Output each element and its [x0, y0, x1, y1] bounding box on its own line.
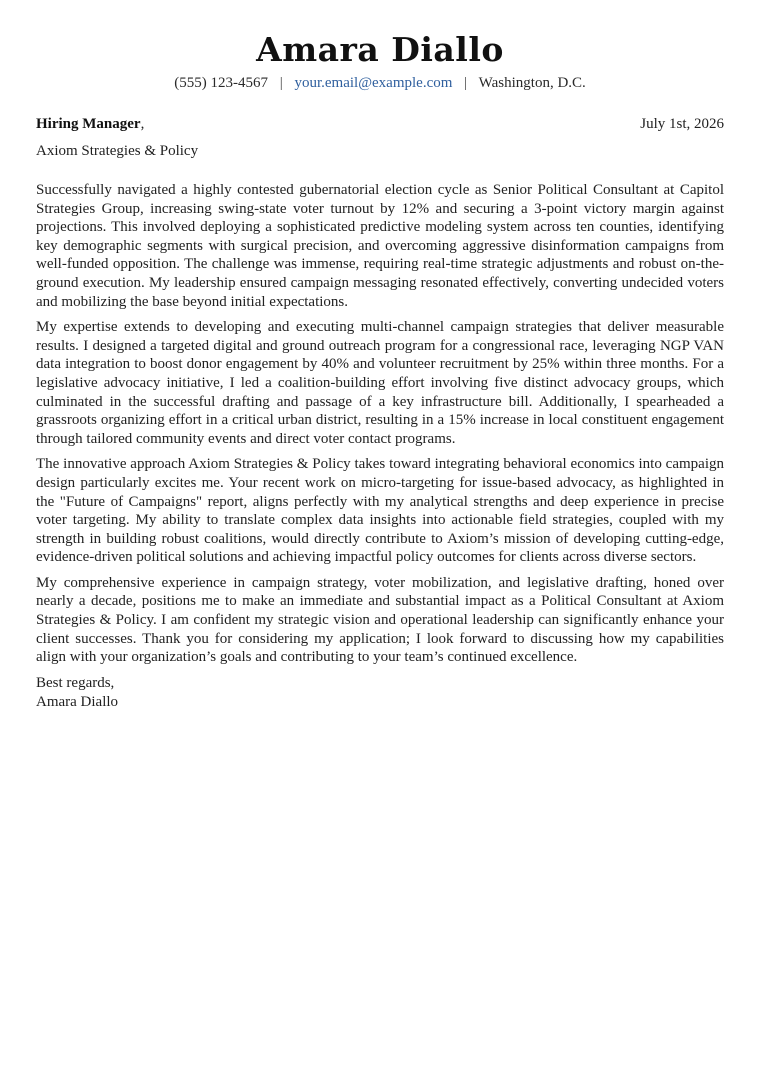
recipient-row: [36, 114, 724, 134]
recipient-comma: ,: [140, 116, 145, 132]
phone-number: (555) 123-4567: [174, 75, 268, 91]
closing-salutation: Best regards,: [36, 674, 115, 691]
letter-closing: [36, 674, 724, 712]
contact-separator: |: [464, 75, 468, 91]
body-paragraph: The innovative approach Axiom Strategies & Policy takes toward integrating behavioral economics into campaign design particularly excites me. Your recent work on micro-targeting for issue-based advocacy, as highlighted in the "Future of Campaigns" report, aligns perfectly with my analytical strengths and deep experience in precise voter targeting. My ability to translate complex data insights into actionable field strategies, coupled with my strength in building robust coalitions, would directly contribute to Axiom’s mission of developing cutting-edge, evidence-driven political solutions and achieving impactful policy outcomes for clients across diverse sectors.: [36, 456, 724, 566]
letter-body: [36, 181, 724, 667]
contact-line: [36, 73, 724, 93]
letter-date: July 1st, 2026: [640, 116, 724, 132]
recipient-name: Hiring Manager: [36, 116, 141, 132]
body-paragraph: My expertise extends to developing and executing multi-channel campaign strategies that deliver measurable results. I designed a targeted digital and ground outreach program for a congressional race, leveraging NGP VAN data integration to boost donor engagement by 40% and volunteer recruitment by 25% within three months. For a legislative advocacy initiative, I led a coalition-building effort involving five distinct advocacy groups, which culminated in the successful drafting and passage of a key infrastructure bill. Additionally, I spearheaded a grassroots organizing effort in a critical urban district, resulting in a 15% increase in local constituent engagement through tailored community events and direct voter contact programs.: [36, 319, 724, 447]
location: Washington, D.C.: [478, 75, 586, 91]
body-paragraph: My comprehensive experience in campaign strategy, voter mobilization, and legislative drafting, honed over nearly a decade, positions me to make an immediate and substantial impact as a Political Consultant at Axiom Strategies & Policy. I am confident my strategic vision and operational leadership can significantly enhance your client successes. Thank you for considering my application; I look forward to discussing how my capabilities align with your organization’s goals and contributing to your team’s continued excellence.: [36, 574, 724, 666]
closing-signature: Amara Diallo: [36, 693, 119, 710]
body-paragraph: Successfully navigated a highly contested gubernatorial election cycle as Senior Political Consultant at Capitol Strategies Group, increasing swing-state voter turnout by 12% and securing a 3-point victory margin against projections. This involved deploying a sophisticated predictive modeling system across ten counties, identifying key demographic segments with surgical precision, and overcoming aggressive disinformation campaigns from well-funded opposition. The challenge was immense, requiring real-time strategic adjustments and robust on-the-ground execution. My leadership ensured campaign messaging resonated effectively, converting undecided voters and mobilizing the base beyond initial expectations.: [36, 182, 724, 310]
contact-separator: |: [279, 75, 283, 91]
applicant-name: Amara Diallo: [256, 30, 504, 69]
recipient-salutation: [36, 114, 144, 134]
recipient-company: Axiom Strategies & Policy: [36, 143, 199, 159]
email-link[interactable]: your.email@example.com: [294, 75, 453, 91]
